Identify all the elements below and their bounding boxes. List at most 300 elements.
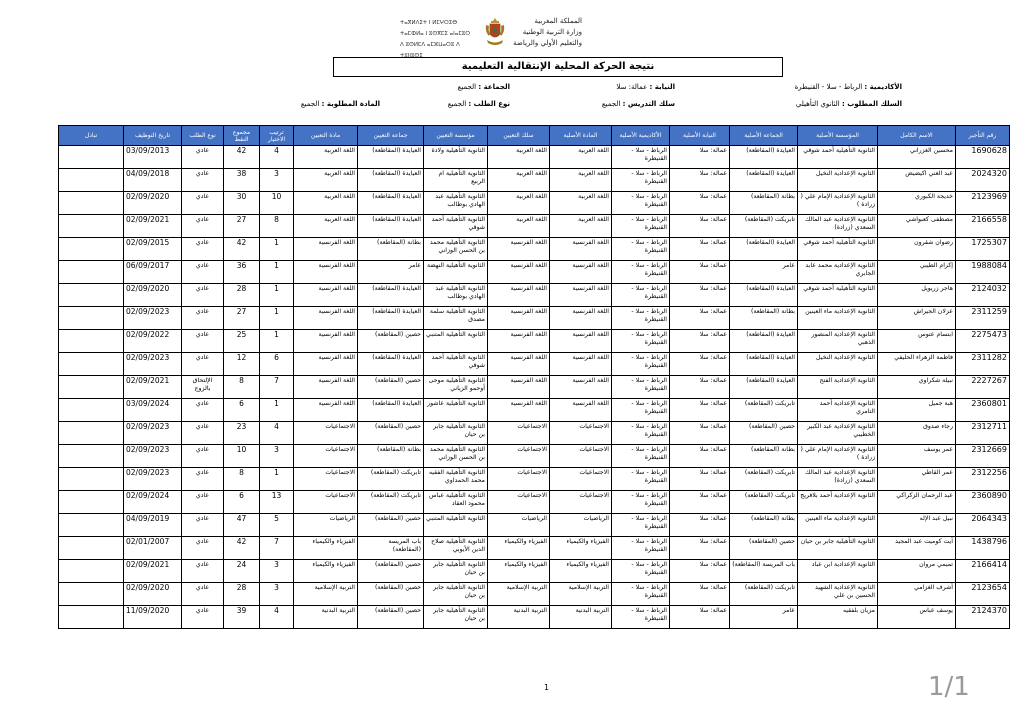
commune-value: الجميع [457, 83, 477, 91]
cell-orig-niyaba: عمالة: سلا [670, 583, 730, 606]
cell-dest-school: الثانوية التأهيلية جابر بن حيان [424, 560, 488, 583]
cell-orig-commune: حصين (المقاطعة) [730, 537, 798, 560]
column-header: جماعة التعيين [358, 126, 424, 146]
cell-type: عادي [182, 215, 224, 238]
cell-name: يوسف عباس [878, 606, 956, 629]
cell-type: عادي [182, 238, 224, 261]
cell-date: 04/09/2018 [124, 169, 182, 192]
cell-orig-academy: الرباط - سلا - القنيطرة [612, 307, 670, 330]
cell-cycle: التربية البدنية [488, 606, 550, 629]
cell-dest-commune: بطانة (المقاطعة) [358, 238, 424, 261]
cell-cycle: اللغة العربية [488, 146, 550, 169]
cell-type: عادي [182, 330, 224, 353]
cell-dest-commune: حصين (المقاطعة) [358, 606, 424, 629]
cell-type: عادي [182, 491, 224, 514]
cell-type: عادي [182, 468, 224, 491]
cell-dest-commune: حصين (المقاطعة) [358, 514, 424, 537]
cell-orig-academy: الرباط - سلا - القنيطرة [612, 491, 670, 514]
table-row [59, 606, 1010, 629]
cell-dest-commune: العيايدة (المقاطعة) [358, 192, 424, 215]
cell-orig-academy: الرباط - سلا - القنيطرة [612, 353, 670, 376]
cell-points: 36 [224, 261, 260, 284]
cell-dest-subject: الرياضيات [294, 514, 358, 537]
cell-id: 2064343 [956, 514, 1010, 537]
cell-rank: 1 [260, 238, 294, 261]
arabic-ministry-name: المملكة المغربية وزارة التربية الوطنية والتعليم الأولي والرياضة [513, 17, 582, 47]
column-header: رقم التأجير [956, 126, 1010, 146]
page-number: 1 [544, 683, 550, 692]
cell-orig-niyaba: عمالة: سلا [670, 169, 730, 192]
cell-orig-niyaba: عمالة: سلا [670, 146, 730, 169]
column-header: المؤسسة الأصلية [798, 126, 878, 146]
cell-date: 02/09/2015 [124, 238, 182, 261]
cell-orig-academy: الرباط - سلا - القنيطرة [612, 422, 670, 445]
table-row [59, 238, 1010, 261]
cell-dest-school: الثانوية التأهيلية جابر بن حيان [424, 583, 488, 606]
cell-cycle: اللغة العربية [488, 169, 550, 192]
cell-id: 2124032 [956, 284, 1010, 307]
cell-date: 02/09/2023 [124, 307, 182, 330]
table-row [59, 261, 1010, 284]
cell-points: 8 [224, 468, 260, 491]
cell-rank: 1 [260, 330, 294, 353]
cell-dest-school: الثانوية التأهيلية عاشور [424, 399, 488, 422]
table-header-row [59, 126, 1010, 146]
cell-cycle: الفيزياء والكيمياء [488, 537, 550, 560]
cell-orig-school: الثانوية الإعدادية الإمام علي ( زرادة ) [798, 192, 878, 215]
cell-rank: 1 [260, 399, 294, 422]
cell-date: 02/09/2023 [124, 468, 182, 491]
cell-id: 2166414 [956, 560, 1010, 583]
cell-orig-subject: اللغة الفرنسية [550, 238, 612, 261]
cell-id: 1438796 [956, 537, 1010, 560]
cell-cycle: اللغة الفرنسية [488, 353, 550, 376]
table-row [59, 514, 1010, 537]
column-header: الاسم الكامل [878, 126, 956, 146]
cell-id: 2311282 [956, 353, 1010, 376]
cell-dest-subject: الاجتماعيات [294, 445, 358, 468]
cell-orig-subject: الفيزياء والكيمياء [550, 537, 612, 560]
cell-dest-commune: حصين (المقاطعة) [358, 330, 424, 353]
cell-name: مصطفى كعبواشي [878, 215, 956, 238]
cell-cycle: اللغة العربية [488, 192, 550, 215]
cell-dest-commune: العيايدة (المقاطعة) [358, 146, 424, 169]
cell-date: 02/09/2020 [124, 284, 182, 307]
cell-orig-niyaba: عمالة: سلا [670, 468, 730, 491]
cell-id: 2024320 [956, 169, 1010, 192]
cell-id: 2311259 [956, 307, 1010, 330]
column-header: المادة الأصلية [550, 126, 612, 146]
cell-dest-subject: اللغة الفرنسية [294, 376, 358, 399]
cell-date: 02/09/2024 [124, 491, 182, 514]
table-row [59, 468, 1010, 491]
cell-orig-academy: الرباط - سلا - القنيطرة [612, 238, 670, 261]
cell-type: عادي [182, 399, 224, 422]
cell-type: عادي [182, 261, 224, 284]
cell-orig-niyaba: عمالة: سلا [670, 560, 730, 583]
cell-cycle: اللغة الفرنسية [488, 330, 550, 353]
cell-orig-subject: الاجتماعيات [550, 445, 612, 468]
cell-date: 02/09/2023 [124, 422, 182, 445]
cell-dest-commune: العيايدة (المقاطعة) [358, 399, 424, 422]
cell-dest-commune: العيايدة (المقاطعة) [358, 353, 424, 376]
cell-orig-niyaba: عمالة: سلا [670, 399, 730, 422]
meta-row-2 [130, 98, 980, 110]
cell-cycle: اللغة الفرنسية [488, 284, 550, 307]
cell-orig-commune: العيايدة (المقاطعة) [730, 284, 798, 307]
cell-swap [59, 399, 124, 422]
cell-rank: 4 [260, 422, 294, 445]
ministry-header [400, 14, 640, 59]
table-row [59, 284, 1010, 307]
cell-date: 03/09/2013 [124, 146, 182, 169]
cell-orig-niyaba: عمالة: سلا [670, 353, 730, 376]
cell-type: الإلتحاق بالزوج [182, 376, 224, 399]
cell-orig-subject: اللغة الفرنسية [550, 284, 612, 307]
cell-orig-school: الثانوية الإعدادية المنصور الذهبي [798, 330, 878, 353]
cell-dest-subject: اللغة الفرنسية [294, 238, 358, 261]
cell-orig-school: الثانوية التأهيلية أحمد شوقي [798, 146, 878, 169]
cell-rank: 3 [260, 560, 294, 583]
column-header: تاريخ التوظيف [124, 126, 182, 146]
table-row [59, 445, 1010, 468]
cell-dest-subject: الاجتماعيات [294, 491, 358, 514]
cell-dest-commune: باب المريسة (المقاطعة) [358, 537, 424, 560]
cell-orig-school: الثانوية الإعدادية الشهيد الحسين بن علي [798, 583, 878, 606]
cell-cycle: التربية الإسلامية [488, 583, 550, 606]
cell-orig-commune: العيايدة (المقاطعة) [730, 169, 798, 192]
cell-orig-academy: الرباط - سلا - القنيطرة [612, 560, 670, 583]
cell-dest-school: الثانوية التأهيلية أحمد شوقي [424, 353, 488, 376]
cell-points: 10 [224, 445, 260, 468]
cell-orig-niyaba: عمالة: سلا [670, 422, 730, 445]
cell-orig-commune: حصين (المقاطعة) [730, 422, 798, 445]
cell-swap [59, 146, 124, 169]
table-row [59, 422, 1010, 445]
cell-swap [59, 169, 124, 192]
cell-orig-niyaba: عمالة: سلا [670, 330, 730, 353]
cell-dest-commune: حصين (المقاطعة) [358, 422, 424, 445]
column-header: نوع الطلب [182, 126, 224, 146]
cell-date: 02/09/2021 [124, 560, 182, 583]
table-body [59, 146, 1010, 629]
cell-orig-commune: تابريكت (المقاطعة) [730, 215, 798, 238]
cell-cycle: اللغة الفرنسية [488, 307, 550, 330]
column-header: الأكاديمية الأصلية [612, 126, 670, 146]
cell-name: هبة جميل [878, 399, 956, 422]
cell-dest-subject: اللغة الفرنسية [294, 353, 358, 376]
cell-orig-academy: الرباط - سلا - القنيطرة [612, 537, 670, 560]
cell-cycle: الاجتماعيات [488, 422, 550, 445]
cell-id: 2124370 [956, 606, 1010, 629]
cell-dest-subject: اللغة الفرنسية [294, 261, 358, 284]
cell-name: محسين الغزراني [878, 146, 956, 169]
cell-orig-school: الثانوية الإعدادية أحمد التامري [798, 399, 878, 422]
cell-swap [59, 583, 124, 606]
column-header: النيابة الأصلية [670, 126, 730, 146]
niyaba-value: عمالة: سلا [616, 83, 648, 91]
cell-id: 1988084 [956, 261, 1010, 284]
cell-points: 6 [224, 491, 260, 514]
cell-id: 1725307 [956, 238, 1010, 261]
cell-dest-school: الثانوية التأهيلية المتنبي [424, 514, 488, 537]
cell-orig-commune: باب المريسة (المقاطعة) [730, 560, 798, 583]
cell-swap [59, 422, 124, 445]
cell-orig-niyaba: عمالة: سلا [670, 238, 730, 261]
cell-orig-subject: الاجتماعيات [550, 491, 612, 514]
cell-rank: 5 [260, 514, 294, 537]
meta-row-1 [130, 81, 980, 93]
cell-dest-subject: الاجتماعيات [294, 468, 358, 491]
cell-swap [59, 353, 124, 376]
cell-type: عادي [182, 606, 224, 629]
cell-date: 02/09/2023 [124, 445, 182, 468]
cell-orig-academy: الرباط - سلا - القنيطرة [612, 583, 670, 606]
cell-dest-subject: اللغة الفرنسية [294, 284, 358, 307]
cell-orig-niyaba: عمالة: سلا [670, 215, 730, 238]
cell-type: عادي [182, 583, 224, 606]
cell-dest-subject: الفيزياء والكيمياء [294, 560, 358, 583]
cell-type: عادي [182, 560, 224, 583]
royal-emblem-icon [484, 16, 506, 48]
cell-points: 24 [224, 560, 260, 583]
cell-dest-subject: اللغة الفرنسية [294, 330, 358, 353]
cell-dest-school: الثانوية التأهيلية النهضة [424, 261, 488, 284]
cell-date: 06/09/2017 [124, 261, 182, 284]
cell-orig-commune: تابريكت (المقاطعة) [730, 468, 798, 491]
cell-dest-school: الثانوية التأهيلية محمد بن الحسن الوزاني [424, 445, 488, 468]
cell-date: 02/09/2021 [124, 215, 182, 238]
cell-type: عادي [182, 422, 224, 445]
cell-id: 2312669 [956, 445, 1010, 468]
cell-rank: 1 [260, 468, 294, 491]
cell-orig-school: الثانوية الإعدادية أحمد بلافريج [798, 491, 878, 514]
cell-orig-academy: الرباط - سلا - القنيطرة [612, 169, 670, 192]
cell-swap [59, 261, 124, 284]
cell-dest-subject: التربية البدنية [294, 606, 358, 629]
cell-dest-commune: العيايدة (المقاطعة) [358, 284, 424, 307]
cell-swap [59, 491, 124, 514]
tifinagh-ministry-name: ⵜⴰⴳⵍⴷⵉⵜ ⵏ ⵍⵎⵖⵔⵉⴱ ⵜⴰⵎⵀⵍⴰ ⵏ ⵓⵙⴳⵎⵉ ⴰⵏⴰⵎⵓⵔ ⴷ ⵓⵙⵍⵎⴷ ⴰⵎⵣⵡⴰⵔⵓ ⴷ ⵜⵓⵏⵏⵓⵙⵉ [400, 20, 471, 59]
cell-orig-commune: تابريكت (المقاطعة) [730, 399, 798, 422]
cell-swap [59, 307, 124, 330]
cell-orig-academy: الرباط - سلا - القنيطرة [612, 399, 670, 422]
cell-cycle: الرياضيات [488, 514, 550, 537]
cell-orig-academy: الرباط - سلا - القنيطرة [612, 261, 670, 284]
cell-rank: 7 [260, 376, 294, 399]
cell-points: 47 [224, 514, 260, 537]
table-row [59, 560, 1010, 583]
cell-orig-academy: الرباط - سلا - القنيطرة [612, 606, 670, 629]
cell-orig-academy: الرباط - سلا - القنيطرة [612, 514, 670, 537]
table-row [59, 192, 1010, 215]
cell-type: عادي [182, 284, 224, 307]
cell-orig-commune: تابريكت (المقاطعة) [730, 583, 798, 606]
cell-orig-subject: اللغة الفرنسية [550, 353, 612, 376]
cell-cycle: الفيزياء والكيمياء [488, 560, 550, 583]
cell-id: 2312711 [956, 422, 1010, 445]
cell-name: نبيل عبد الإله [878, 514, 956, 537]
cell-points: 6 [224, 399, 260, 422]
cell-orig-subject: اللغة الفرنسية [550, 330, 612, 353]
cell-swap [59, 560, 124, 583]
cell-orig-academy: الرباط - سلا - القنيطرة [612, 376, 670, 399]
cell-rank: 3 [260, 169, 294, 192]
table-row [59, 399, 1010, 422]
cell-id: 2275473 [956, 330, 1010, 353]
cell-dest-commune: تابريكت (المقاطعة) [358, 468, 424, 491]
cell-orig-academy: الرباط - سلا - القنيطرة [612, 468, 670, 491]
cell-rank: 3 [260, 583, 294, 606]
cell-orig-commune: بطانة (المقاطعة) [730, 307, 798, 330]
cell-type: عادي [182, 445, 224, 468]
cell-dest-subject: الفيزياء والكيمياء [294, 537, 358, 560]
cell-swap [59, 606, 124, 629]
cell-rank: 1 [260, 261, 294, 284]
niyaba-label: النيابة : [649, 83, 675, 91]
cell-orig-niyaba: عمالة: سلا [670, 606, 730, 629]
cell-orig-niyaba: عمالة: سلا [670, 307, 730, 330]
cell-dest-subject: اللغة الفرنسية [294, 307, 358, 330]
column-header: تبادل [59, 126, 124, 146]
cell-points: 42 [224, 238, 260, 261]
cycle-label: سلك التدريس : [622, 100, 675, 108]
cell-id: 2360890 [956, 491, 1010, 514]
cell-orig-school: الثانوية الإعدادية ابن عباد [798, 560, 878, 583]
cell-name: فاطمة الزهراء الحليفي [878, 353, 956, 376]
cell-name: هاجر زريويل [878, 284, 956, 307]
column-header: سلك التعيين [488, 126, 550, 146]
academy-label: الأكاديمية : [864, 83, 902, 91]
cell-name: عمر يوسف [878, 445, 956, 468]
results-table [58, 125, 1010, 629]
cell-dest-school: الثانوية التأهيلية المتنبي [424, 330, 488, 353]
cell-orig-subject: التربية البدنية [550, 606, 612, 629]
table-row [59, 146, 1010, 169]
cell-rank: 4 [260, 606, 294, 629]
cell-points: 8 [224, 376, 260, 399]
subject-label: المادة المطلوبة : [321, 100, 380, 108]
cell-type: عادي [182, 514, 224, 537]
cell-type: عادي [182, 307, 224, 330]
cell-rank: 13 [260, 491, 294, 514]
cell-orig-academy: الرباط - سلا - القنيطرة [612, 215, 670, 238]
cell-id: 2227267 [956, 376, 1010, 399]
cell-rank: 3 [260, 445, 294, 468]
cell-points: 42 [224, 537, 260, 560]
cell-type: عادي [182, 192, 224, 215]
cell-dest-commune: العيايدة (المقاطعة) [358, 169, 424, 192]
cell-id: 2360801 [956, 399, 1010, 422]
cell-dest-subject: التربية الإسلامية [294, 583, 358, 606]
cell-orig-school: الثانوية الإعدادية ماء العينين [798, 514, 878, 537]
cell-name: أشرف الغزامي [878, 583, 956, 606]
cell-orig-subject: الاجتماعيات [550, 468, 612, 491]
cell-orig-school: الثانوية التأهيلية أحمد شوقي [798, 284, 878, 307]
cell-date: 02/09/2023 [124, 353, 182, 376]
table-row [59, 169, 1010, 192]
cycle-value: الجميع [601, 100, 621, 108]
cell-dest-school: الثانوية التأهيلية ولادة [424, 146, 488, 169]
cell-orig-academy: الرباط - سلا - القنيطرة [612, 192, 670, 215]
cell-swap [59, 192, 124, 215]
level-label: السلك المطلوب : [841, 100, 902, 108]
cell-dest-commune: حصين (المقاطعة) [358, 560, 424, 583]
cell-name: نبيلة شكراوي [878, 376, 956, 399]
cell-orig-subject: الرياضيات [550, 514, 612, 537]
cell-name: عبد الرحمان الزكراكي [878, 491, 956, 514]
cell-points: 27 [224, 215, 260, 238]
cell-points: 12 [224, 353, 260, 376]
cell-id: 2123969 [956, 192, 1010, 215]
cell-rank: 8 [260, 215, 294, 238]
cell-orig-subject: اللغة الفرنسية [550, 399, 612, 422]
cell-orig-school: مزيان بلفقيه [798, 606, 878, 629]
cell-orig-commune: عامر [730, 261, 798, 284]
cell-orig-school: الثانوية الإعدادية النخيل [798, 353, 878, 376]
viewer-page-indicator: 1/1 [928, 672, 970, 702]
cell-dest-school: الثانوية التأهيلية صلاح الدين الأيوبي [424, 537, 488, 560]
cell-orig-school: الثانوية الإعدادية عبد المالك السعدي (زرادة) [798, 468, 878, 491]
cell-orig-subject: التربية الإسلامية [550, 583, 612, 606]
table-row [59, 376, 1010, 399]
cell-orig-niyaba: عمالة: سلا [670, 491, 730, 514]
cell-dest-subject: اللغة الفرنسية [294, 399, 358, 422]
cell-points: 28 [224, 284, 260, 307]
cell-orig-commune: بطانة (المقاطعة) [730, 445, 798, 468]
cell-name: ابتسام عتوس [878, 330, 956, 353]
cell-cycle: الاجتماعيات [488, 468, 550, 491]
cell-orig-school: الثانوية التأهيلية أحمد شوقي [798, 238, 878, 261]
cell-orig-school: الثانوية التأهيلية جابر بن حيان [798, 537, 878, 560]
cell-orig-school: الثانوية الإعدادية محمد عابد الجابري [798, 261, 878, 284]
cell-orig-subject: اللغة الفرنسية [550, 307, 612, 330]
cell-orig-academy: الرباط - سلا - القنيطرة [612, 330, 670, 353]
cell-id: 1690628 [956, 146, 1010, 169]
cell-dest-subject: اللغة العربية [294, 192, 358, 215]
cell-orig-commune: تابريكت (المقاطعة) [730, 491, 798, 514]
cell-swap [59, 284, 124, 307]
cell-name: تميمي مروان [878, 560, 956, 583]
column-header: ترتيب الاختيار [260, 126, 294, 146]
cell-name: عبد الغني اكيضيض [878, 169, 956, 192]
cell-dest-school: الثانوية التأهيلية موحى أوحمو الزياني [424, 376, 488, 399]
table-row [59, 491, 1010, 514]
cell-orig-commune: بطانة (المقاطعة) [730, 514, 798, 537]
cell-cycle: الاجتماعيات [488, 491, 550, 514]
cell-cycle: اللغة الفرنسية [488, 376, 550, 399]
request-type-label: نوع الطلب : [468, 100, 510, 108]
cell-orig-commune: العيايدة (المقاطعة) [730, 376, 798, 399]
cell-name: إكرام الطيبي [878, 261, 956, 284]
cell-type: عادي [182, 146, 224, 169]
cell-dest-subject: اللغة العربية [294, 215, 358, 238]
cell-cycle: اللغة الفرنسية [488, 238, 550, 261]
cell-id: 2166558 [956, 215, 1010, 238]
cell-date: 04/09/2019 [124, 514, 182, 537]
column-header: مؤسسة التعيين [424, 126, 488, 146]
cell-orig-academy: الرباط - سلا - القنيطرة [612, 284, 670, 307]
cell-cycle: اللغة العربية [488, 215, 550, 238]
cell-dest-commune: تابريكت (المقاطعة) [358, 491, 424, 514]
cell-orig-school: الثانوية الإعدادية عبد المالك السعدي (زرادة) [798, 215, 878, 238]
cell-orig-subject: اللغة العربية [550, 169, 612, 192]
cell-date: 11/09/2020 [124, 606, 182, 629]
request-type-value: الجميع [447, 100, 467, 108]
cell-orig-commune: العيايدة (المقاطعة) [730, 330, 798, 353]
cell-cycle: اللغة الفرنسية [488, 399, 550, 422]
cell-points: 39 [224, 606, 260, 629]
